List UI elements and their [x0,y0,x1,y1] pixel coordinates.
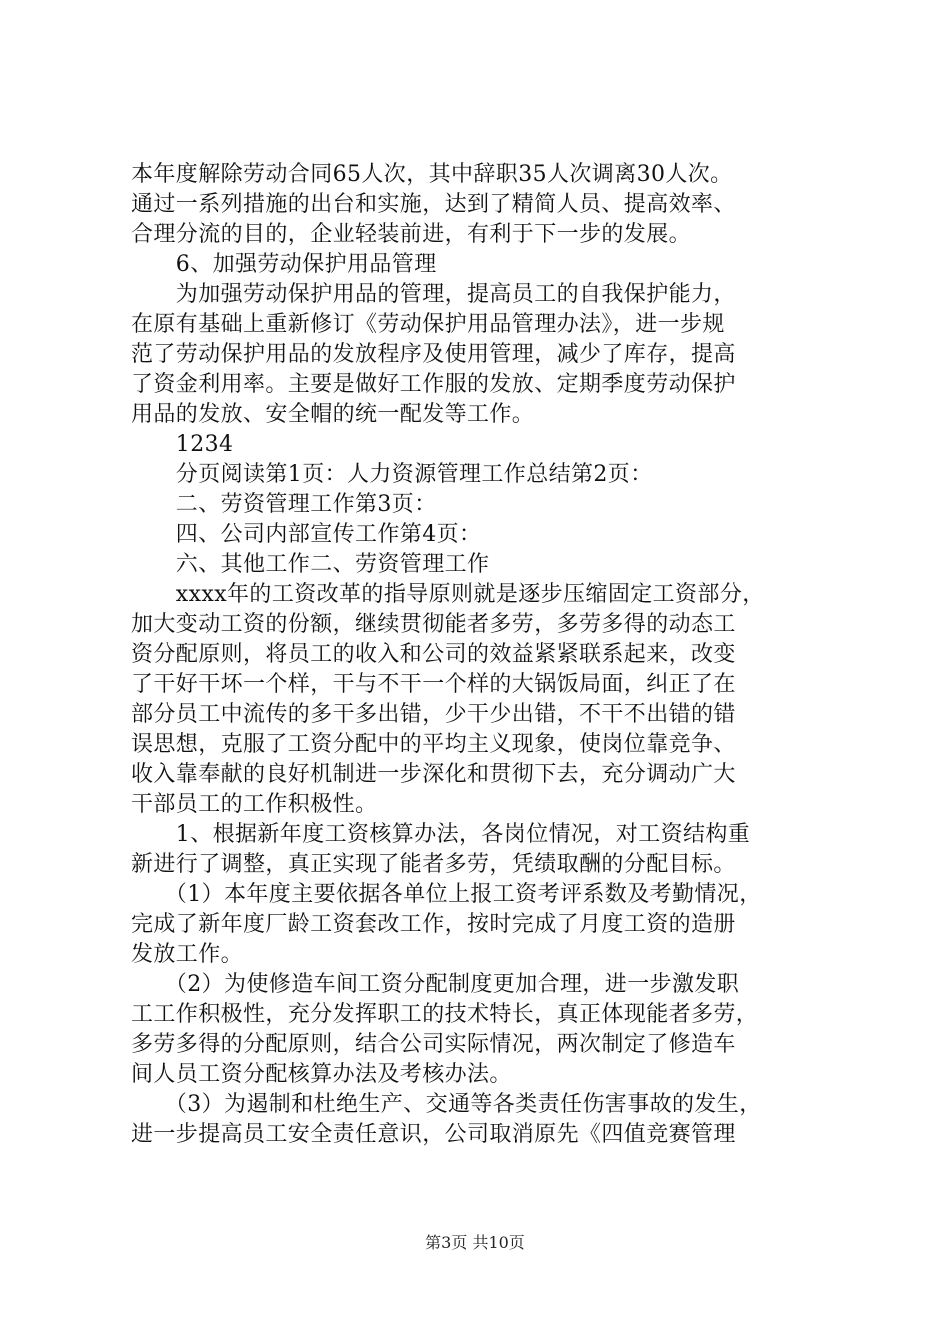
text-line: 加大变动工资的份额，继续贯彻能者多劳，多劳多得的动态工 [131,612,736,637]
text-line: 6、加强劳动保护用品管理 [131,252,437,277]
text-line: 六、其他工作二、劳资管理工作 [131,552,490,577]
text-line: 本年度解除劳动合同65人次，其中辞职35人次调离30人次。 [131,162,733,187]
text-line: 资分配原则，将员工的收入和公司的效益紧紧联系起来，改变 [131,642,736,667]
text-line: 通过一系列措施的出台和实施，达到了精简人员、提高效率、 [131,192,736,217]
text-line: 发放工作。 [131,942,244,967]
text-line: 工工作积极性，充分发挥职工的技术特长，真正体现能者多劳， [131,1002,759,1027]
document-body [131,160,831,1150]
text-line: 1、根据新年度工资核算办法，各岗位情况，对工资结构重 [131,822,751,847]
text-line: 进一步提高员工安全责任意识，公司取消原先《四值竞赛管理 [131,1122,736,1147]
text-line: 多劳多得的分配原则，结合公司实际情况，两次制定了修造车 [131,1032,736,1057]
text-line: 用品的发放、安全帽的统一配发等工作。 [131,402,535,427]
text-line: （1）本年度主要依据各单位上报工资考评系数及考勤情况， [131,882,762,907]
text-line: 1234 [131,432,234,457]
text-line: 新进行了调整，真正实现了能者多劳，凭绩取酬的分配目标。 [131,852,736,877]
text-line: （2）为使修造车间工资分配制度更加合理，进一步激发职 [131,972,740,997]
text-line: 为加强劳动保护用品的管理，提高员工的自我保护能力， [131,282,736,307]
text-line: 误思想，克服了工资分配中的平均主义现象，使岗位靠竞争、 [131,732,736,757]
text-line: 了干好干坏一个样，干与不干一个样的大锅饭局面，纠正了在 [131,672,736,697]
text-line: xxxx年的工资改革的指导原则就是逐步压缩固定工资部分， [131,582,765,607]
text-line: 间人员工资分配核算办法及考核办法。 [131,1062,512,1087]
text-line: 干部员工的工作积极性。 [131,792,378,817]
text-line: 合理分流的目的，企业轻装前进，有利于下一步的发展。 [131,222,692,247]
text-line: 分页阅读第1页：人力资源管理工作总结第2页： [131,462,653,487]
text-line: （3）为遏制和杜绝生产、交通等各类责任伤害事故的发生， [131,1092,762,1117]
text-line: 了资金利用率。主要是做好工作服的发放、定期季度劳动保护 [131,372,736,397]
text-line: 收入靠奉献的良好机制进一步深化和贯彻下去，充分调动广大 [131,762,736,787]
text-line: 完成了新年度厂龄工资套改工作，按时完成了月度工资的造册 [131,912,736,937]
text-line: 部分员工中流传的多干多出错，少干少出错，不干不出错的错 [131,702,736,727]
page-footer: 第3页 共10页 [425,1233,525,1252]
text-line: 四、公司内部宣传工作第4页： [131,522,482,547]
text-line: 二、劳资管理工作第3页： [131,492,437,517]
text-line: 范了劳动保护用品的发放程序及使用管理，减少了库存，提高 [131,342,736,367]
text-line: 在原有基础上重新修订《劳动保护用品管理办法》，进一步规 [131,312,725,337]
